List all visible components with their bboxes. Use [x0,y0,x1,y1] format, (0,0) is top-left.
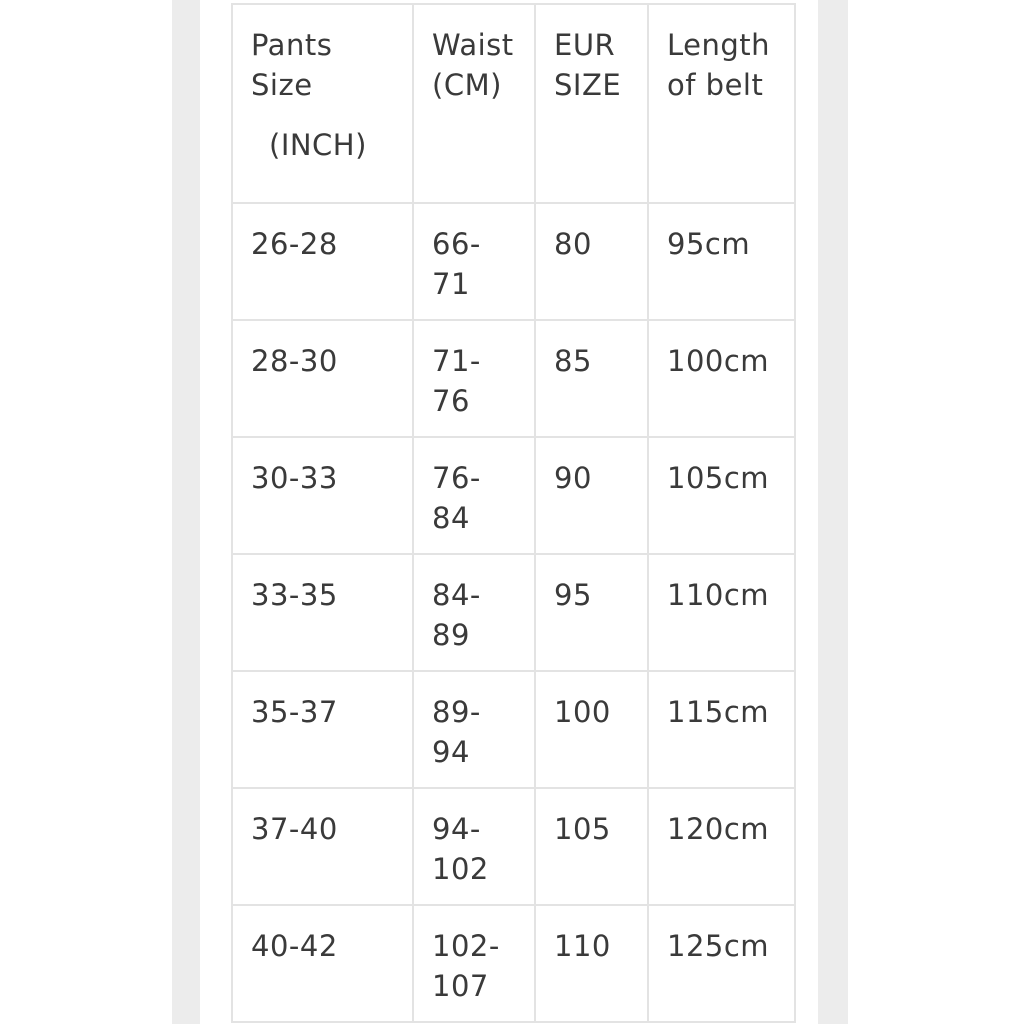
header-belt-length [648,4,795,203]
header-text: (CM) [432,68,502,102]
waist-range-start: 102- [432,929,500,963]
table-row [232,905,795,1022]
cell-waist [413,437,535,554]
cell-belt-length: 125cm [648,905,795,1022]
cell-belt-length: 115cm [648,671,795,788]
header-waist [413,4,535,203]
size-chart-table [231,3,796,1023]
table-row [232,554,795,671]
waist-range-start: 76- [432,461,481,495]
cell-waist [413,320,535,437]
table-row [232,203,795,320]
waist-range-start: 89- [432,695,481,729]
header-unit: (INCH) [269,128,367,162]
cell-waist [413,788,535,905]
header-text: EUR [554,28,616,62]
header-eur-size [535,4,648,203]
cell-belt-length: 100cm [648,320,795,437]
cell-belt-length: 110cm [648,554,795,671]
waist-range-end: 94 [432,735,470,769]
header-text: SIZE [554,68,622,102]
cell-eur-size: 100 [535,671,648,788]
cell-pants-size: 37-40 [232,788,413,905]
right-gutter [818,0,848,1024]
cell-waist [413,554,535,671]
cell-waist [413,671,535,788]
cell-pants-size: 33-35 [232,554,413,671]
table-row [232,320,795,437]
cell-eur-size: 110 [535,905,648,1022]
cell-pants-size: 30-33 [232,437,413,554]
waist-range-start: 94- [432,812,481,846]
cell-eur-size: 95 [535,554,648,671]
cell-belt-length: 120cm [648,788,795,905]
cell-eur-size: 85 [535,320,648,437]
waist-range-end: 71 [432,267,470,301]
cell-belt-length: 105cm [648,437,795,554]
table-row [232,788,795,905]
table-row [232,437,795,554]
waist-range-start: 71- [432,344,481,378]
cell-pants-size: 28-30 [232,320,413,437]
cell-eur-size: 105 [535,788,648,905]
cell-belt-length: 95cm [648,203,795,320]
table-row [232,671,795,788]
cell-pants-size: 35-37 [232,671,413,788]
cell-pants-size: 26-28 [232,203,413,320]
header-row [232,4,795,203]
header-text: Size [251,68,313,102]
waist-range-end: 107 [432,969,489,1003]
waist-range-end: 76 [432,384,470,418]
cell-eur-size: 90 [535,437,648,554]
cell-waist [413,203,535,320]
cell-pants-size: 40-42 [232,905,413,1022]
header-text: Waist [432,28,514,62]
waist-range-start: 84- [432,578,481,612]
waist-range-start: 66- [432,227,481,261]
left-gutter [172,0,200,1024]
cell-eur-size: 80 [535,203,648,320]
cell-waist [413,905,535,1022]
header-text: Pants [251,28,333,62]
header-text: of belt [667,68,764,102]
header-text: Length [667,28,771,62]
header-pants-size [232,4,413,203]
waist-range-end: 89 [432,618,470,652]
waist-range-end: 102 [432,852,489,886]
waist-range-end: 84 [432,501,470,535]
